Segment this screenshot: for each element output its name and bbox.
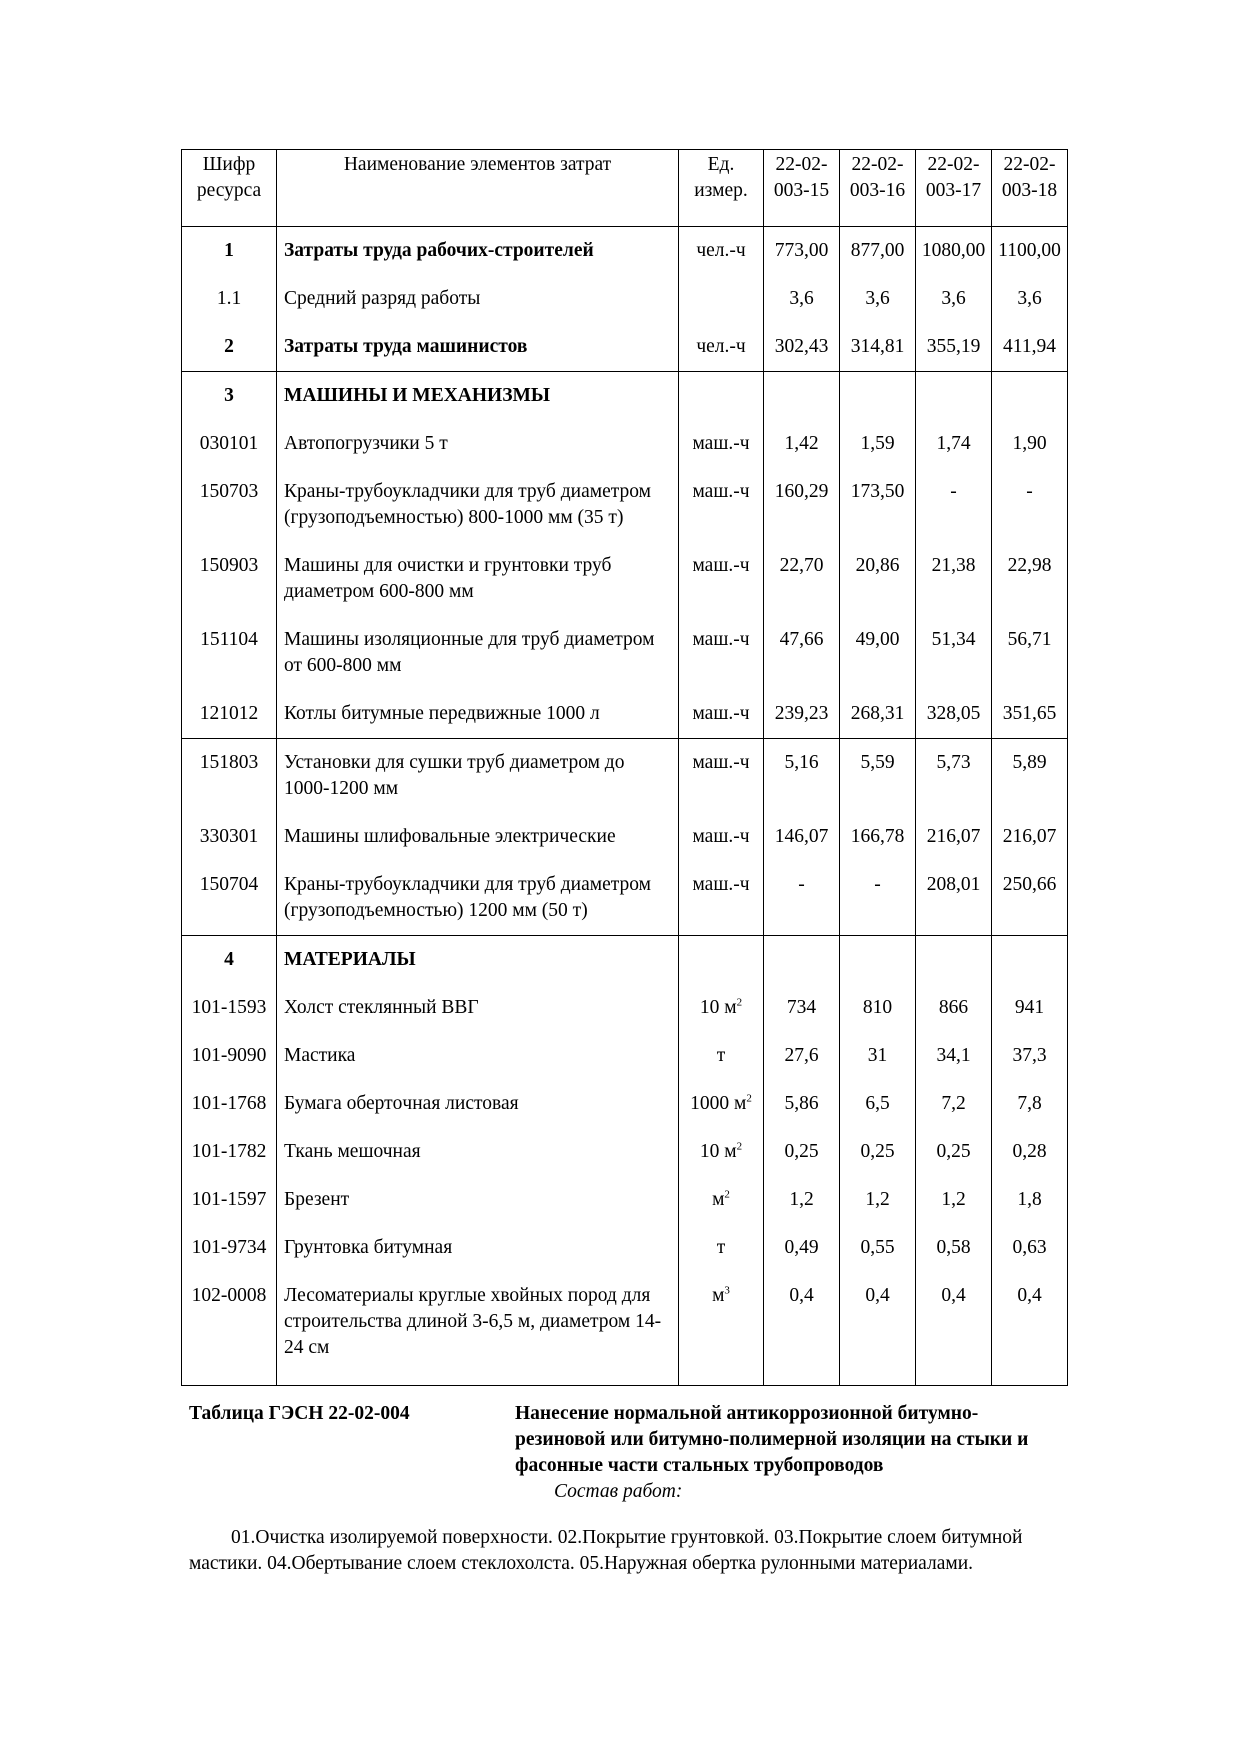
resource-value: 0,55	[840, 1224, 916, 1272]
resource-name: Бумага обертoчная листовая	[277, 1080, 679, 1128]
resource-value: 1,74	[916, 420, 992, 468]
header-name: Наименование элементов затрат	[277, 150, 679, 227]
unit-text: маш.-ч	[692, 629, 750, 650]
resource-name: Затраты труда машинистов	[277, 323, 679, 372]
resource-value: 411,94	[992, 323, 1068, 372]
table-row	[182, 984, 1068, 1032]
unit-text: маш.-ч	[692, 826, 750, 847]
table-row	[182, 1272, 1068, 1386]
resource-name: Лесоматериалы круглые хвойных пород для строительства длиной 3-6,5 м, диаметром 14-24 см	[277, 1272, 679, 1386]
resource-name: Машины изоляционные для труб диаметром от 600-800 мм	[277, 616, 679, 690]
table-row	[182, 690, 1068, 739]
resource-value: 0,4	[916, 1272, 992, 1386]
resource-value: 7,2	[916, 1080, 992, 1128]
resource-value: 328,05	[916, 690, 992, 739]
resource-code: 151803	[182, 739, 277, 814]
resource-unit	[679, 323, 764, 372]
resource-value: 734	[764, 984, 840, 1032]
table-row	[182, 227, 1068, 276]
resource-value: 239,23	[764, 690, 840, 739]
unit-text: 1000 м	[690, 1093, 747, 1114]
resource-value: -	[992, 468, 1068, 542]
resource-value: -	[840, 861, 916, 936]
resource-value: 21,38	[916, 542, 992, 616]
unit-text: 10 м	[699, 997, 737, 1018]
table-id: Таблица ГЭСН 22-02-004	[189, 1403, 410, 1424]
resource-value: 7,8	[992, 1080, 1068, 1128]
resource-value: 5,86	[764, 1080, 840, 1128]
resource-name: Машины шлифовальные электрические	[277, 813, 679, 861]
resource-name: Брезент	[277, 1176, 679, 1224]
resource-name: МАТЕРИАЛЫ	[277, 936, 679, 985]
resource-unit	[679, 813, 764, 861]
resource-value: 0,4	[764, 1272, 840, 1386]
resource-value: 810	[840, 984, 916, 1032]
resource-value	[992, 372, 1068, 421]
resource-value: 250,66	[992, 861, 1068, 936]
table-title: Нанесение нормальной антикоррозионной битумно-резиновой или битумно-полимерной изоляции на стыки и фасонные части стальных трубопроводов	[515, 1403, 1029, 1476]
resource-value: 208,01	[916, 861, 992, 936]
resource-value: 160,29	[764, 468, 840, 542]
unit-text: м	[712, 1285, 725, 1306]
unit-text: м	[712, 1189, 725, 1210]
resource-unit	[679, 984, 764, 1032]
resource-value: 5,16	[764, 739, 840, 814]
resource-unit	[679, 1032, 764, 1080]
resource-value: 355,19	[916, 323, 992, 372]
resource-value	[840, 936, 916, 985]
resource-name: Холст стеклянный ВВГ	[277, 984, 679, 1032]
work-composition-text: 01.Очистка изолируемой поверхности. 02.Покрытие грунтовкой. 03.Покрытие слоем битумной мастики. 04.Обертывание слоем стеклохолста. 05.Наружная обертка рулонными материалами.	[189, 1527, 1023, 1574]
resource-code: 121012	[182, 690, 277, 739]
table-row	[182, 739, 1068, 814]
resource-value: 47,66	[764, 616, 840, 690]
table-row	[182, 1224, 1068, 1272]
resource-unit	[679, 1128, 764, 1176]
unit-exponent: 2	[736, 996, 743, 1009]
table-row	[182, 468, 1068, 542]
resource-value: 22,70	[764, 542, 840, 616]
resource-value: 31	[840, 1032, 916, 1080]
resource-value: 0,58	[916, 1224, 992, 1272]
resource-name: Средний разряд работы	[277, 275, 679, 323]
resource-name: Ткань мешочная	[277, 1128, 679, 1176]
resource-name: Котлы битумные передвижные 1000 л	[277, 690, 679, 739]
resource-name: Грунтовка битумная	[277, 1224, 679, 1272]
unit-exponent: 2	[746, 1092, 752, 1105]
header-col-1: 22-02- 003-15	[764, 150, 840, 227]
resource-value: 216,07	[992, 813, 1068, 861]
resource-value: 146,07	[764, 813, 840, 861]
resource-unit	[679, 861, 764, 936]
resource-value	[764, 936, 840, 985]
resource-unit	[679, 936, 764, 985]
resource-value	[992, 936, 1068, 985]
resource-value: 6,5	[840, 1080, 916, 1128]
resource-value: 0,63	[992, 1224, 1068, 1272]
resource-value: 0,25	[840, 1128, 916, 1176]
resource-code: 150703	[182, 468, 277, 542]
resource-unit	[679, 739, 764, 814]
resource-value: 1080,00	[916, 227, 992, 276]
resource-code: 101-1593	[182, 984, 277, 1032]
resource-table	[181, 149, 1068, 1386]
unit-text: маш.-ч	[692, 752, 750, 773]
table-row	[182, 1128, 1068, 1176]
resource-value: 51,34	[916, 616, 992, 690]
resource-unit	[679, 372, 764, 421]
table-row	[182, 936, 1068, 985]
resource-value: 22,98	[992, 542, 1068, 616]
unit-text: т	[716, 1237, 726, 1258]
table-row	[182, 542, 1068, 616]
resource-name: Машины для очистки и грунтовки труб диаметром 600-800 мм	[277, 542, 679, 616]
table-row	[182, 616, 1068, 690]
resource-code: 101-9090	[182, 1032, 277, 1080]
table-header-row	[182, 150, 1068, 227]
resource-value: 216,07	[916, 813, 992, 861]
resource-value: 56,71	[992, 616, 1068, 690]
resource-code: 4	[182, 936, 277, 985]
resource-value	[916, 372, 992, 421]
resource-value: 351,65	[992, 690, 1068, 739]
resource-unit	[679, 227, 764, 276]
resource-unit	[679, 1224, 764, 1272]
header-col-3: 22-02- 003-17	[916, 150, 992, 227]
resource-value: 5,73	[916, 739, 992, 814]
unit-exponent: 2	[724, 1188, 730, 1201]
resource-value: 0,28	[992, 1128, 1068, 1176]
table-row	[182, 275, 1068, 323]
resource-code: 030101	[182, 420, 277, 468]
resource-value: 773,00	[764, 227, 840, 276]
resource-value: -	[916, 468, 992, 542]
resource-value: 0,49	[764, 1224, 840, 1272]
resource-unit	[679, 1080, 764, 1128]
resource-value: 302,43	[764, 323, 840, 372]
resource-value: 1,2	[840, 1176, 916, 1224]
resource-value: 3,6	[840, 275, 916, 323]
resource-name: МАШИНЫ И МЕХАНИЗМЫ	[277, 372, 679, 421]
resource-value: 3,6	[764, 275, 840, 323]
resource-value: 5,89	[992, 739, 1068, 814]
unit-text: маш.-ч	[692, 555, 750, 576]
resource-name: Краны-трубоукладчики для труб диаметром (грузоподъемностью) 800-1000 мм (35 т)	[277, 468, 679, 542]
work-composition-label: Состав работ:	[554, 1481, 683, 1502]
unit-text: т	[716, 1045, 726, 1066]
resource-value: 1,2	[764, 1176, 840, 1224]
table-row	[182, 813, 1068, 861]
resource-value: 0,25	[764, 1128, 840, 1176]
resource-value: 1,42	[764, 420, 840, 468]
resource-value: 27,6	[764, 1032, 840, 1080]
resource-value: 3,6	[916, 275, 992, 323]
resource-value: 3,6	[992, 275, 1068, 323]
header-col-2: 22-02- 003-16	[840, 150, 916, 227]
resource-unit	[679, 275, 764, 323]
table-row	[182, 1080, 1068, 1128]
unit-text: чел.-ч	[696, 336, 746, 357]
header-unit: Ед. измер.	[679, 150, 764, 227]
resource-code: 330301	[182, 813, 277, 861]
resource-value	[840, 372, 916, 421]
table-row	[182, 861, 1068, 936]
resource-code: 101-1768	[182, 1080, 277, 1128]
resource-code: 102-0008	[182, 1272, 277, 1386]
unit-exponent: 3	[724, 1284, 730, 1297]
resource-value: 1,8	[992, 1176, 1068, 1224]
table-row	[182, 323, 1068, 372]
resource-value: 941	[992, 984, 1068, 1032]
table-row	[182, 420, 1068, 468]
table-row	[182, 1032, 1068, 1080]
resource-value: 268,31	[840, 690, 916, 739]
resource-value: 20,86	[840, 542, 916, 616]
resource-value: 0,4	[992, 1272, 1068, 1386]
resource-value: 0,25	[916, 1128, 992, 1176]
resource-value: 866	[916, 984, 992, 1032]
resource-name: Затраты труда рабочих-строителей	[277, 227, 679, 276]
resource-value: 5,59	[840, 739, 916, 814]
resource-unit	[679, 1272, 764, 1386]
header-col-4: 22-02- 003-18	[992, 150, 1068, 227]
resource-value: 166,78	[840, 813, 916, 861]
resource-value: 173,50	[840, 468, 916, 542]
table-row	[182, 1176, 1068, 1224]
resource-code: 151104	[182, 616, 277, 690]
resource-unit	[679, 1176, 764, 1224]
resource-name: Автопогрузчики 5 т	[277, 420, 679, 468]
resource-unit	[679, 616, 764, 690]
resource-unit	[679, 468, 764, 542]
resource-name: Установки для сушки труб диаметром до 1000-1200 мм	[277, 739, 679, 814]
resource-value	[916, 936, 992, 985]
resource-value	[764, 372, 840, 421]
resource-name: Мастика	[277, 1032, 679, 1080]
resource-code: 150704	[182, 861, 277, 936]
resource-code: 101-9734	[182, 1224, 277, 1272]
resource-table-body	[182, 150, 1068, 1386]
resource-code: 101-1597	[182, 1176, 277, 1224]
resource-unit	[679, 542, 764, 616]
unit-text: маш.-ч	[692, 433, 750, 454]
table-row	[182, 372, 1068, 421]
resource-value: 49,00	[840, 616, 916, 690]
resource-code: 1	[182, 227, 277, 276]
unit-text: маш.-ч	[692, 874, 750, 895]
unit-text: чел.-ч	[696, 240, 746, 261]
resource-code: 2	[182, 323, 277, 372]
resource-code: 1.1	[182, 275, 277, 323]
resource-value: 0,4	[840, 1272, 916, 1386]
resource-code: 101-1782	[182, 1128, 277, 1176]
unit-text: маш.-ч	[692, 481, 750, 502]
resource-value: 314,81	[840, 323, 916, 372]
resource-value: 1,2	[916, 1176, 992, 1224]
resource-value: 1100,00	[992, 227, 1068, 276]
unit-exponent: 2	[736, 1140, 743, 1153]
resource-value: -	[764, 861, 840, 936]
resource-value: 1,90	[992, 420, 1068, 468]
resource-code: 3	[182, 372, 277, 421]
resource-unit	[679, 420, 764, 468]
resource-value: 34,1	[916, 1032, 992, 1080]
resource-value: 1,59	[840, 420, 916, 468]
resource-value: 37,3	[992, 1032, 1068, 1080]
resource-code: 150903	[182, 542, 277, 616]
resource-name: Краны-трубоукладчики для труб диаметром (грузоподъемностью) 1200 мм (50 т)	[277, 861, 679, 936]
unit-text: 10 м	[699, 1141, 737, 1162]
unit-text: маш.-ч	[692, 703, 750, 724]
resource-unit	[679, 690, 764, 739]
header-code: Шифр ресурса	[182, 150, 277, 227]
resource-value: 877,00	[840, 227, 916, 276]
